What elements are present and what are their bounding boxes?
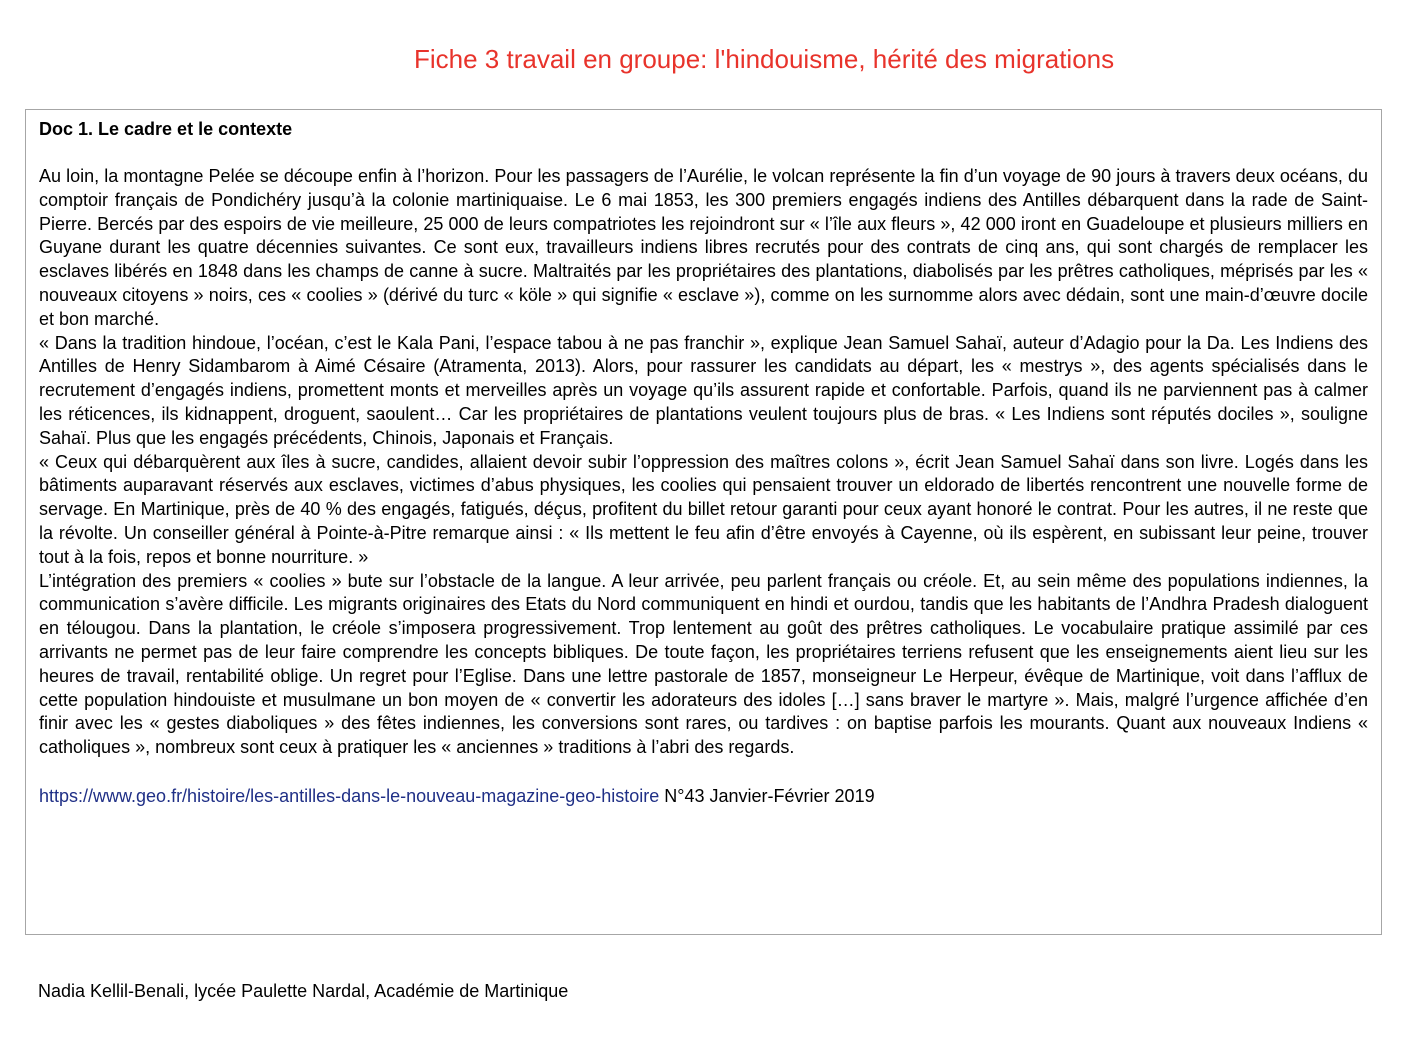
paragraph-language: L’intégration des premiers « coolies » bute sur l’obstacle de la langue. A leur arrivée, peu parlent français ou créole. Et, au sein même des populations indiennes, la communication s’avère difficile. Les migrants originaires des Etats du Nord communiquent en hindi et ourdou, tandis que les habitants de l’Andhra Pradesh dialoguent en télougou. Dans la plantation, le créole s’imposera progressivement. Trop lentement au goût des prêtres catholiques. Le vocabulaire pratique assimilé par ces arrivants ne permet pas de leur faire comprendre les concepts bibliques. De toute façon, les propriétaires terriens refusent que les enseignements aient lieu sur les heures de travail, rentabilité oblige. Un regret pour l’Eglise. Dans une lettre pastorale de 1857, monseigneur Le Herpeur, évêque de Martinique, voit dans l’afflux de cette population hindouiste et musulmane un bon moyen de « convertir les adorateurs des idoles […] sans braver le martyre ». Mais, malgré l’urgence affichée d’en finir avec les « gestes diaboliques » des fêtes indiennes, les conversions sont rares, ou tardives : on baptise parfois les mourants. Quant aux nouveaux Indiens « catholiques », nombreux sont ceux à pratiquer les « anciennes » traditions à l’abri des regards. [39,570,1368,758]
source-link[interactable]: https://www.geo.fr/histoire/les-antilles-dans-le-nouveau-magazine-geo-histoire [39,785,660,806]
source-citation [39,784,1368,808]
page-title: Fiche 3 travail en groupe: l'hindouisme, hérité des migrations [414,44,1115,74]
document-heading: Doc 1. Le cadre et le contexte [39,119,293,139]
paragraph-kala-pani: « Dans la tradition hindoue, l’océan, c’est le Kala Pani, l’espace tabou à ne pas franchir », explique Jean Samuel Sahaï, auteur d’Adagio pour la Da. Les Indiens des Antilles de Henry Sidambarom à Aimé Césaire (Atramenta, 2013). Alors, pour rassurer les candidats au départ, les « mestrys », des agents spécialisés dans le recrutement d’engagés indiens, promettent monts et merveilles après un voyage qu’ils assurent rapide et confortable. Parfois, quand ils ne parviennent pas à calmer les réticences, ils kidnappent, droguent, saoulent… Car les propriétaires de plantations veulent toujours plus de bras. « Les Indiens sont réputés dociles », souligne Sahaï. Plus que les engagés précédents, Chinois, Japonais et Français. [39,332,1368,448]
source-issue: N°43 Janvier-Février 2019 [659,785,875,806]
document-box [25,109,1382,935]
document-content [39,117,1368,808]
paragraph-oppression: « Ceux qui débarquèrent aux îles à sucre, candides, allaient devoir subir l’oppression des maîtres colons », écrit Jean Samuel Sahaï dans son livre. Logés dans les bâtiments auparavant réservés aux esclaves, victimes d’abus physiques, les coolies qui pensaient trouver un eldorado de libertés rencontrent une nouvelle forme de servage. En Martinique, près de 40 % des engagés, fatigués, déçus, profitent du billet retour garanti pour ceux ayant honoré le contrat. Pour les autres, il ne reste que la révolte. Un conseiller général à Pointe-à-Pitre remarque ainsi : « Ils mettent le feu afin d’être envoyés à Cayenne, où ils espèrent, en subissant leur peine, trouver tout à la fois, repos et bonne nourriture. » [39,451,1368,567]
author-credit: Nadia Kellil-Benali, lycée Paulette Nardal, Académie de Martinique [38,981,569,1001]
paragraph-arrival: Au loin, la montagne Pelée se découpe enfin à l’horizon. Pour les passagers de l’Aurélie, le volcan représente la fin d’un voyage de 90 jours à travers deux océans, du comptoir français de Pondichéry jusqu’à la colonie martiniquaise. Le 6 mai 1853, les 300 premiers engagés indiens des Antilles débarquent dans la rade de Saint-Pierre. Bercés par des espoirs de vie meilleure, 25 000 de leurs compatriotes les rejoindront sur « l’île aux fleurs », 42 000 iront en Guadeloupe et plusieurs milliers en Guyane durant les quatre décennies suivantes. Ce sont eux, travailleurs indiens libres recrutés pour des contrats de cinq ans, qui sont chargés de remplacer les esclaves libérés en 1848 dans les champs de canne à sucre. Maltraités par les propriétaires des plantations, diabolisés par les prêtres catholiques, méprisés par les « nouveaux citoyens » noirs, ces « coolies » (dérivé du turc « köle » qui signifie « esclave »), comme on les surnomme alors avec dédain, sont une main-d’œuvre docile et bon marché. [39,166,1368,329]
